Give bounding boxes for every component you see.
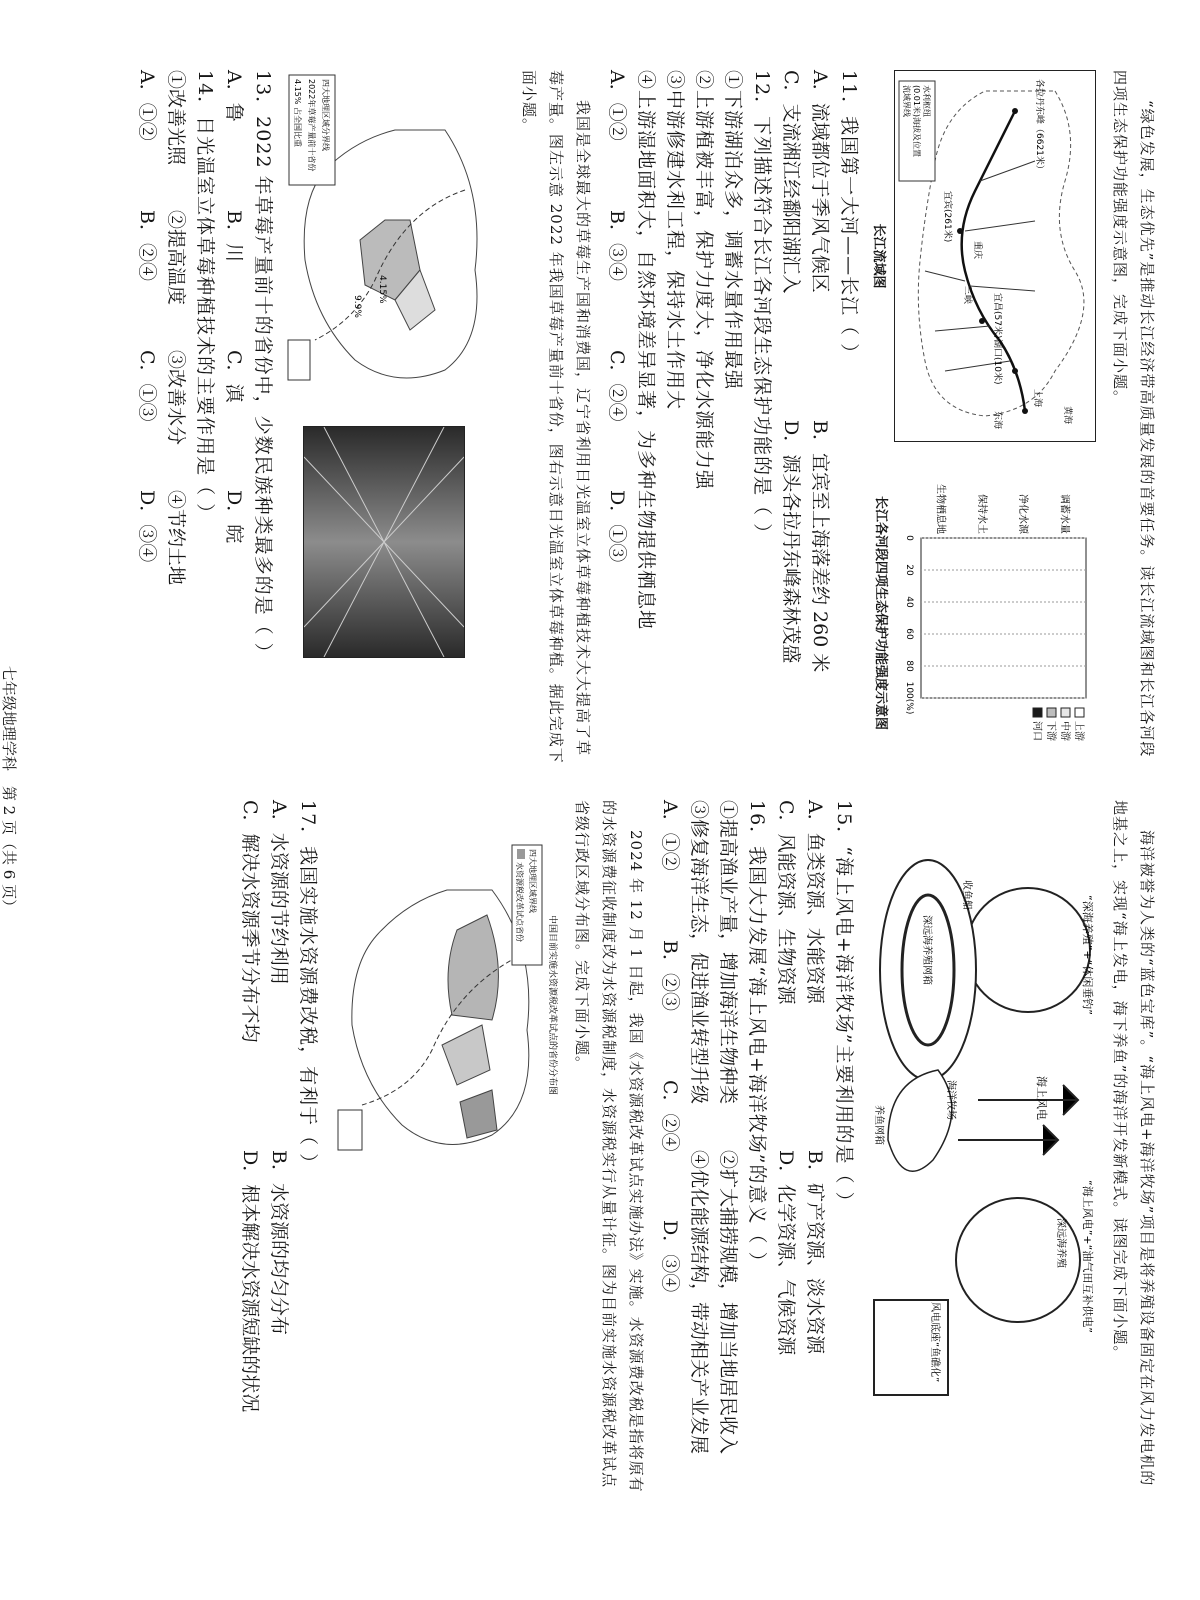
chart-legend-label: 河口 xyxy=(1031,721,1042,741)
q15-options xyxy=(771,800,829,1500)
yangtze-map-caption: 长江流域图 xyxy=(871,223,886,289)
left-column xyxy=(40,70,1160,770)
q16-option-b[interactable]: B．②③ xyxy=(659,940,681,1011)
chart-x-tick: 0 xyxy=(904,535,914,541)
label-harvest-boat: 收鱼船 xyxy=(961,880,972,910)
place-yichang: 宜昌(57米) xyxy=(992,293,1002,339)
q13-stem: 13．2022 年草莓产量前十的省份中，少数民族种类最多的是（ ） xyxy=(252,70,274,663)
q11-options xyxy=(776,70,834,770)
q12-option-d[interactable]: D．①③ xyxy=(606,490,628,563)
q14-item-4: ④节约土地 xyxy=(165,490,187,586)
q12-item-4: ④上游湿地面积大，自然环境差异显著，为多种生物提供栖息地 xyxy=(635,70,657,631)
q16-options xyxy=(655,800,684,1360)
yangtze-basin-map xyxy=(894,70,1096,442)
ocean-ranch-illustration xyxy=(868,840,1098,1400)
strawberry-legend-provinces: 2022年草莓产量前十省份 xyxy=(307,79,316,172)
q16-option-a[interactable]: A．①② xyxy=(659,800,681,871)
q16-item-2: ②扩大捕捞规模，增加当地居民收入 xyxy=(717,1150,739,1455)
chart-x-tick: 20 xyxy=(904,564,914,576)
q12-option-a[interactable]: A．①② xyxy=(606,70,628,141)
chart-legend-swatch xyxy=(1075,708,1084,717)
chart-legend-swatch xyxy=(1033,708,1042,717)
greenhouse-photo-svg xyxy=(304,427,464,657)
right-column xyxy=(40,800,1160,1500)
place-chongqing: 重庆 xyxy=(972,241,982,260)
strawberry-map-svg xyxy=(285,70,505,400)
q16-option-d[interactable]: D．③④ xyxy=(659,1220,681,1293)
q14-option-c[interactable]: C．①③ xyxy=(136,350,158,422)
q11-stem: 11．我国第一大河——长江（ ） xyxy=(838,70,860,364)
eco-chart-svg xyxy=(896,468,1096,758)
place-shanghai: 上海 xyxy=(1032,389,1042,408)
q15-option-d[interactable]: D．化学资源、气候资源 xyxy=(775,1150,797,1356)
water-legend-boundary: 四大地理区域界线 xyxy=(528,849,537,913)
label-reef-base: 风电底座“鱼礁化” xyxy=(929,1302,940,1383)
q17-stem: 17．我国实施水资源费改税，有利于（ ） xyxy=(297,800,319,1174)
q12-item-3: ③中游修建水利工程，保持水土作用大 xyxy=(664,70,686,411)
q15-option-c[interactable]: C．风能资源、生物资源 xyxy=(775,800,797,1005)
label-wind-oilgas: “海上风电”+“油气田互补供电” xyxy=(1081,1180,1094,1334)
chart-x-tick: 100(%) xyxy=(904,681,914,715)
chart-x-tick: 40 xyxy=(904,596,914,608)
ocean-illustration-svg xyxy=(868,840,1098,1400)
intro-water: 2024 年 12 月 1 日起，我国《水资源税改革试点实施办法》实施。水资源费改税是指将原有的水资源费征收制度改为水资源税制度，水资源税实行从量计征。图为目前实施水资源税改革试点省级行政区域分布图。完成下面小题。 xyxy=(573,800,645,1493)
q14-option-d[interactable]: D．③④ xyxy=(136,490,158,563)
chart-legend-swatch xyxy=(1061,708,1070,717)
yangtze-figures xyxy=(871,70,1096,770)
q16-item-3: ③修复海洋生态，促进渔业转型升级 xyxy=(688,800,710,1105)
chart-plot-area xyxy=(921,538,1086,698)
intro-yangtze: “绿色发展，生态优先”是推动长江经济带高质量发展的首要任务。读长江流域图和长江各河段四项生态保护功能强度示意图，完成下面小题。 xyxy=(1111,70,1156,758)
chart-category-label: 生物栖息地 xyxy=(934,484,946,534)
legend-hydro: 水利枢纽 xyxy=(922,85,931,117)
q13-option-a[interactable]: A．鲁 xyxy=(223,70,245,122)
yangtze-map-block xyxy=(871,70,1096,442)
place-sanxia: 三峡 xyxy=(962,286,972,305)
place-yibin: 宜宾(261米) xyxy=(942,191,952,243)
chart-category-label: 保持水土 xyxy=(975,494,987,534)
chart-category-label: 净化水源 xyxy=(1017,494,1029,534)
label-fish-cage: 养鱼网箱 xyxy=(873,1105,884,1145)
q17-option-a[interactable]: A．水资源的节约利用 xyxy=(268,800,290,985)
q12-item-1: ①下游湖泊众多，调蓄水量作用最强 xyxy=(722,70,744,391)
q16-stem: 16．我国大力发展“海上风电+海洋牧场”的意义（ ） xyxy=(746,800,768,1272)
q11-option-b[interactable]: B．宜宾至上海落差约 260 米 xyxy=(809,420,831,673)
water-legend-pilot: 水资源税改革试点省份 xyxy=(515,862,524,942)
q12-stem: 12．下列描述符合长江各河段生态保护功能的是（ ） xyxy=(751,70,773,544)
q12-option-c[interactable]: C．②④ xyxy=(606,350,628,422)
intro-strawberry: 我国是全球最大的草莓生产国和消费国，辽宁省利用日光温室立体草莓种植技术大大提高了草莓产量。图左示意 2022 年我国草莓产量前十省份，图右示意日光温室立体草莓种植。据此完成下面小题。 xyxy=(520,70,592,764)
label-deep-sea-fishing: “深海养殖”+“休闲垂钓” xyxy=(1081,895,1094,1016)
chart-legend-label: 下游 xyxy=(1045,721,1056,741)
intro-ocean: 海洋被誉为人类的“蓝色宝库”。“海上风电+海洋牧场”项目是将养殖设备固定在风力发电机的地基之上，实现“海上发电，海下养鱼”的海洋开发新模式。读图完成下面小题。 xyxy=(1111,800,1156,1487)
water-map-svg xyxy=(332,840,562,1170)
q11-option-a[interactable]: A．流域都位于季风气候区 xyxy=(809,70,831,293)
q11-option-d[interactable]: D．源头各拉丹东峰森林茂盛 xyxy=(780,420,802,664)
q15-stem: 15．“海上风电+海洋牧场”主要利用的是（ ） xyxy=(833,800,855,1212)
q16-option-c[interactable]: C．②④ xyxy=(659,1080,681,1152)
q17-option-c[interactable]: C．解决水资源季节分布不均 xyxy=(239,800,261,1043)
q12-item-2: ②上游植被丰富，保护力度大，净化水源能力强 xyxy=(693,70,715,491)
q15-option-a[interactable]: A．鱼类资源、水能资源 xyxy=(804,800,826,1004)
q14-option-a[interactable]: A．①② xyxy=(136,70,158,141)
label-deep-farming: 深远海养殖 xyxy=(1055,1218,1066,1268)
q12-option-b[interactable]: B．③④ xyxy=(606,210,628,281)
q14-item-3: ③改善水分 xyxy=(165,350,187,446)
q17-option-d[interactable]: D．根本解决水资源短缺的状况 xyxy=(239,1150,261,1413)
q16-items xyxy=(684,800,742,1500)
chart-x-tick: 60 xyxy=(904,628,914,640)
place-huanghai: 黄海 xyxy=(1062,406,1072,425)
q14-option-b[interactable]: B．②④ xyxy=(136,210,158,281)
strawberry-province-map xyxy=(285,70,505,400)
water-map-title: 中国目前实施水资源税改革试点的省份分布图 xyxy=(547,914,557,1096)
q13-option-b[interactable]: B．川 xyxy=(223,210,245,262)
q17-options xyxy=(235,800,293,1500)
eco-chart-block xyxy=(871,468,1096,758)
q13-options xyxy=(219,70,248,630)
label-deep-cage: 深远海养殖网箱 xyxy=(921,915,932,985)
chart-category-label: 调蓄水量 xyxy=(1058,494,1070,534)
q14-options xyxy=(132,70,161,630)
q11-option-c[interactable]: C．支流湘江经鄱阳湖汇入 xyxy=(780,70,802,294)
greenhouse-photo xyxy=(303,426,465,658)
strawberry-value-1: 4.15% xyxy=(377,275,387,304)
chart-legend-label: 上游 xyxy=(1073,721,1084,741)
place-donghai: 东海 xyxy=(992,411,1002,430)
strawberry-legend-share: 4.15% 占全国比重 xyxy=(293,79,302,147)
q14-items xyxy=(161,70,190,630)
yangtze-map-svg xyxy=(895,71,1095,441)
place-geladandong: 各拉丹东峰（6621米） xyxy=(1034,79,1044,174)
legend-boundary: 流域界线 xyxy=(902,85,911,117)
q13-option-d[interactable]: D．皖 xyxy=(223,490,245,544)
chart-x-tick: 80 xyxy=(904,660,914,672)
water-tax-map xyxy=(332,840,562,1170)
eco-function-chart xyxy=(896,468,1096,758)
q13-option-c[interactable]: C．滇 xyxy=(223,350,245,403)
q17-option-b[interactable]: B．水资源的均匀分布 xyxy=(268,1150,290,1335)
q14-item-1: ①改善光照 xyxy=(165,70,187,166)
label-ocean-ranch: 海洋牧场 xyxy=(945,1080,956,1120)
label-offshore-wind: 海上风电 xyxy=(1035,1076,1048,1120)
eco-chart-caption: 长江各河段四项生态保护功能强度示意图 xyxy=(873,495,888,730)
strawberry-value-2: 9.9% xyxy=(352,295,362,318)
place-hukou: 湖口(10米) xyxy=(992,339,1002,385)
strawberry-figures xyxy=(285,70,505,770)
q16-item-1: ①提高渔业产量，增加海洋生物种类 xyxy=(717,800,739,1105)
legend-elevation: (0.01米)海拔及位置 xyxy=(912,85,921,158)
strawberry-legend-boundary: 四大地理区域分界线 xyxy=(321,79,330,151)
chart-legend-swatch xyxy=(1047,708,1056,717)
q14-item-2: ②提高温度 xyxy=(165,210,187,306)
chart-legend-label: 中游 xyxy=(1059,721,1070,741)
q12-options xyxy=(602,70,631,630)
q14-stem: 14．日光温室立体草莓种植技术的主要作用是（ ） xyxy=(194,70,216,524)
q16-item-4: ④优化能源结构，带动相关产业发展 xyxy=(688,1150,710,1455)
page-footer: 七年级地理学科 第 2 页（共 6 页） xyxy=(0,665,18,915)
q15-option-b[interactable]: B．矿产资源、淡水资源 xyxy=(804,1150,826,1354)
